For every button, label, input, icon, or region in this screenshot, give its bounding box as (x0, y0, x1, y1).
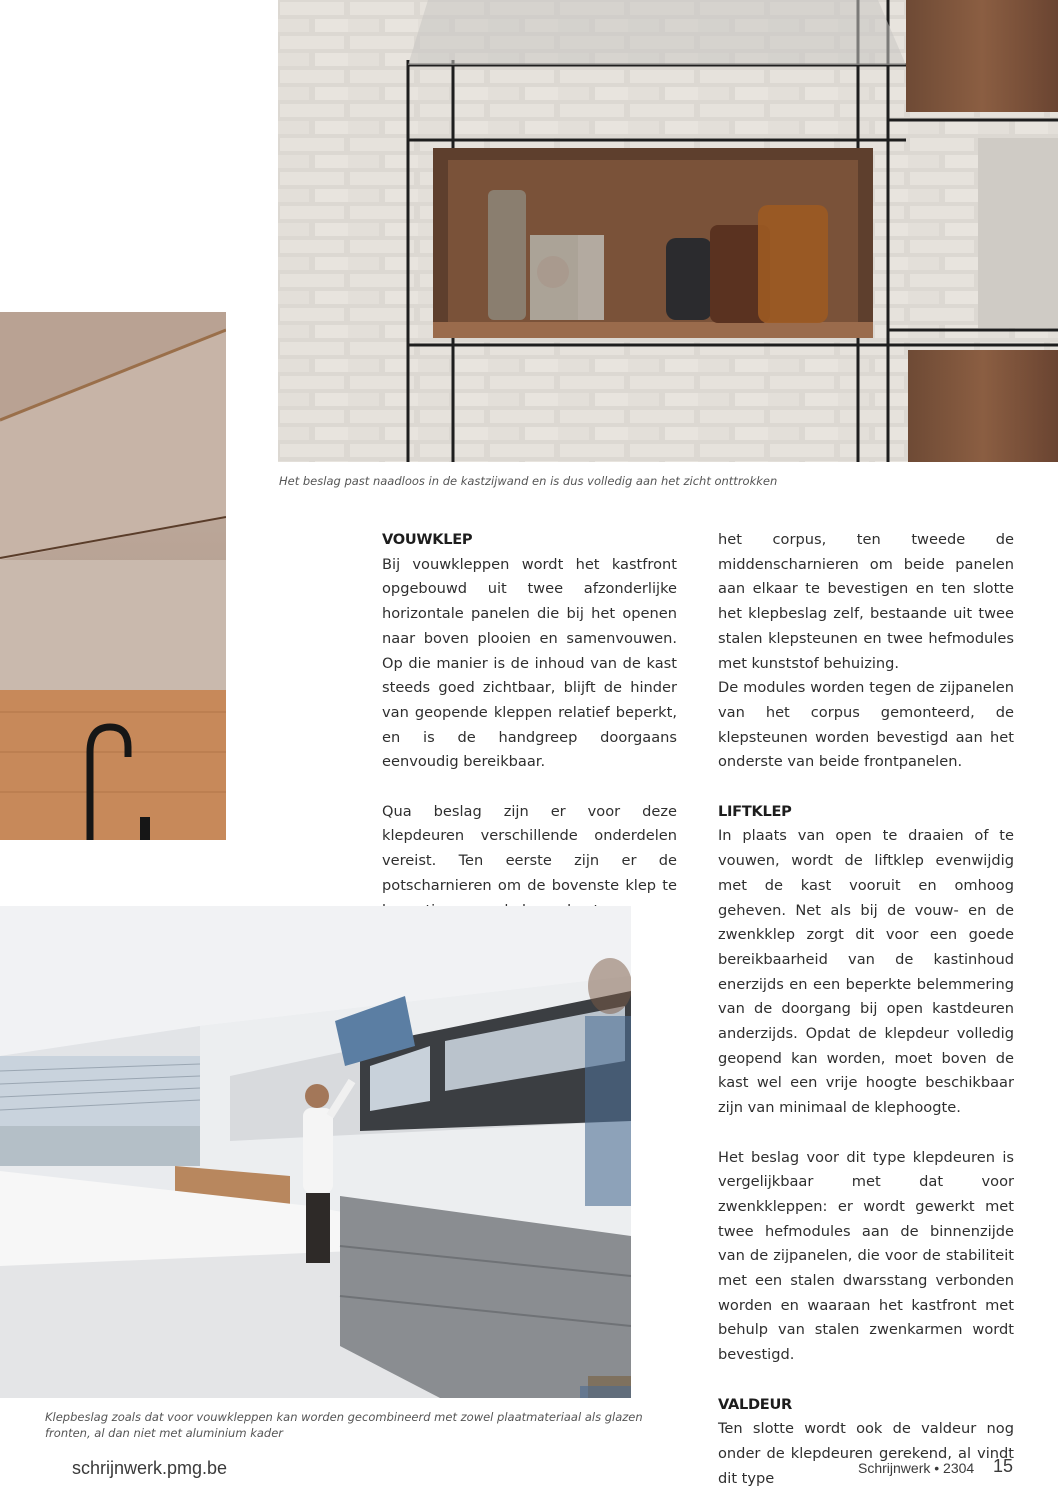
article-column-middle (382, 528, 677, 923)
shelving-illustration (278, 0, 1058, 462)
vouwklep-paragraph-1: Bij vouwkleppen wordt het kastfront opgebouwd uit twee afzonderlijke horizontale panelen die bij het openen naar boven plooien en samenvouwen. Op die manier is de inhoud van de kast steeds goed zichtbaar, blijft de hinder van geopende kleppen relatief beperkt, en is de handgreep doorgaans eenvoudig bereikbaar. (382, 555, 677, 771)
bottom-photo-caption: Klepbeslag zoals dat voor vouwkleppen kan worden gecombineerd met zowel plaatmateriaal als glazen fronten, al dan niet met aluminium kader (45, 1410, 643, 1440)
vouwklep-heading: VOUWKLEP (382, 531, 473, 548)
liftklep-heading: LIFTKLEP (718, 802, 792, 820)
liftklep-paragraph-1: In plaats van open te draaien of te vouwen, wordt de liftklep evenwijdig met de kast vooruit en omhoog geheven. Net als bij de vouw- en de zwenkklep zorgt dit voor een goede bereikbaarheid van de kastinhoud enerzijds en een beperkte belemmering van de doorgang bij open kastdeuren anderzijds. Opdat de klepdeur volledig geopend kan worden, moet boven de kast wel een vrije hoogte beschikbaar zijn van minimaal de klephoogte. (718, 827, 1014, 1117)
top-photo-caption: Het beslag past naadloos in de kastzijwand en is dus volledig aan het zicht onttrokken (279, 474, 778, 488)
vouwklep-paragraph-2: Qua beslag zijn er voor deze klepdeuren verschillende onderdelen vereist. Ten eerste zijn er de potscharnieren om de bovenste klep te (382, 802, 677, 894)
liftklep-paragraph-2: Het beslag voor dit type klepdeuren is vergelijkbaar met dat voor zwenkkleppen: er wordt gewerkt met twee hefmodules aan de binnenzijde van de zijpanelen, die voor de stabiliteit met een stalen dwarsstang verbonden worden en waaraan het kastfront met behulp van stalen zwenkarmen wordt bevestigd. (718, 1148, 1014, 1364)
article-column-right (718, 528, 1014, 1491)
footer-page-number: 15 (993, 1456, 1014, 1476)
vouwklep-paragraph-4: De modules worden tegen de zijpanelen van het corpus gemonteerd, de klepsteunen worden bevestigd aan het onderste van beide frontpanelen. (718, 679, 1014, 771)
shelving-photo (278, 0, 1058, 462)
kitchen-photo (0, 906, 631, 1398)
kitchen-illustration (0, 906, 631, 1398)
vouwklep-paragraph-3: het corpus, ten tweede de middenscharnieren om beide panelen aan elkaar te bevestigen en ten slotte het klepbeslag zelf, bestaande uit twee stalen klepsteunen en twee hefmodules met kunststof behuizing. (718, 531, 1014, 672)
valdeur-heading: VALDEUR (718, 1395, 792, 1413)
valdeur-paragraph-1: Ten slotte wordt ook de valdeur nog onder de klepdeuren gerekend, al vindt dit type (718, 1420, 1014, 1487)
footer-website[interactable]: schrijnwerk.pmg.be (72, 1458, 228, 1478)
kitchen-detail-illustration (0, 312, 226, 840)
footer-magazine: Schrijnwerk • 2304 (858, 1460, 975, 1476)
kitchen-detail-photo (0, 312, 226, 840)
